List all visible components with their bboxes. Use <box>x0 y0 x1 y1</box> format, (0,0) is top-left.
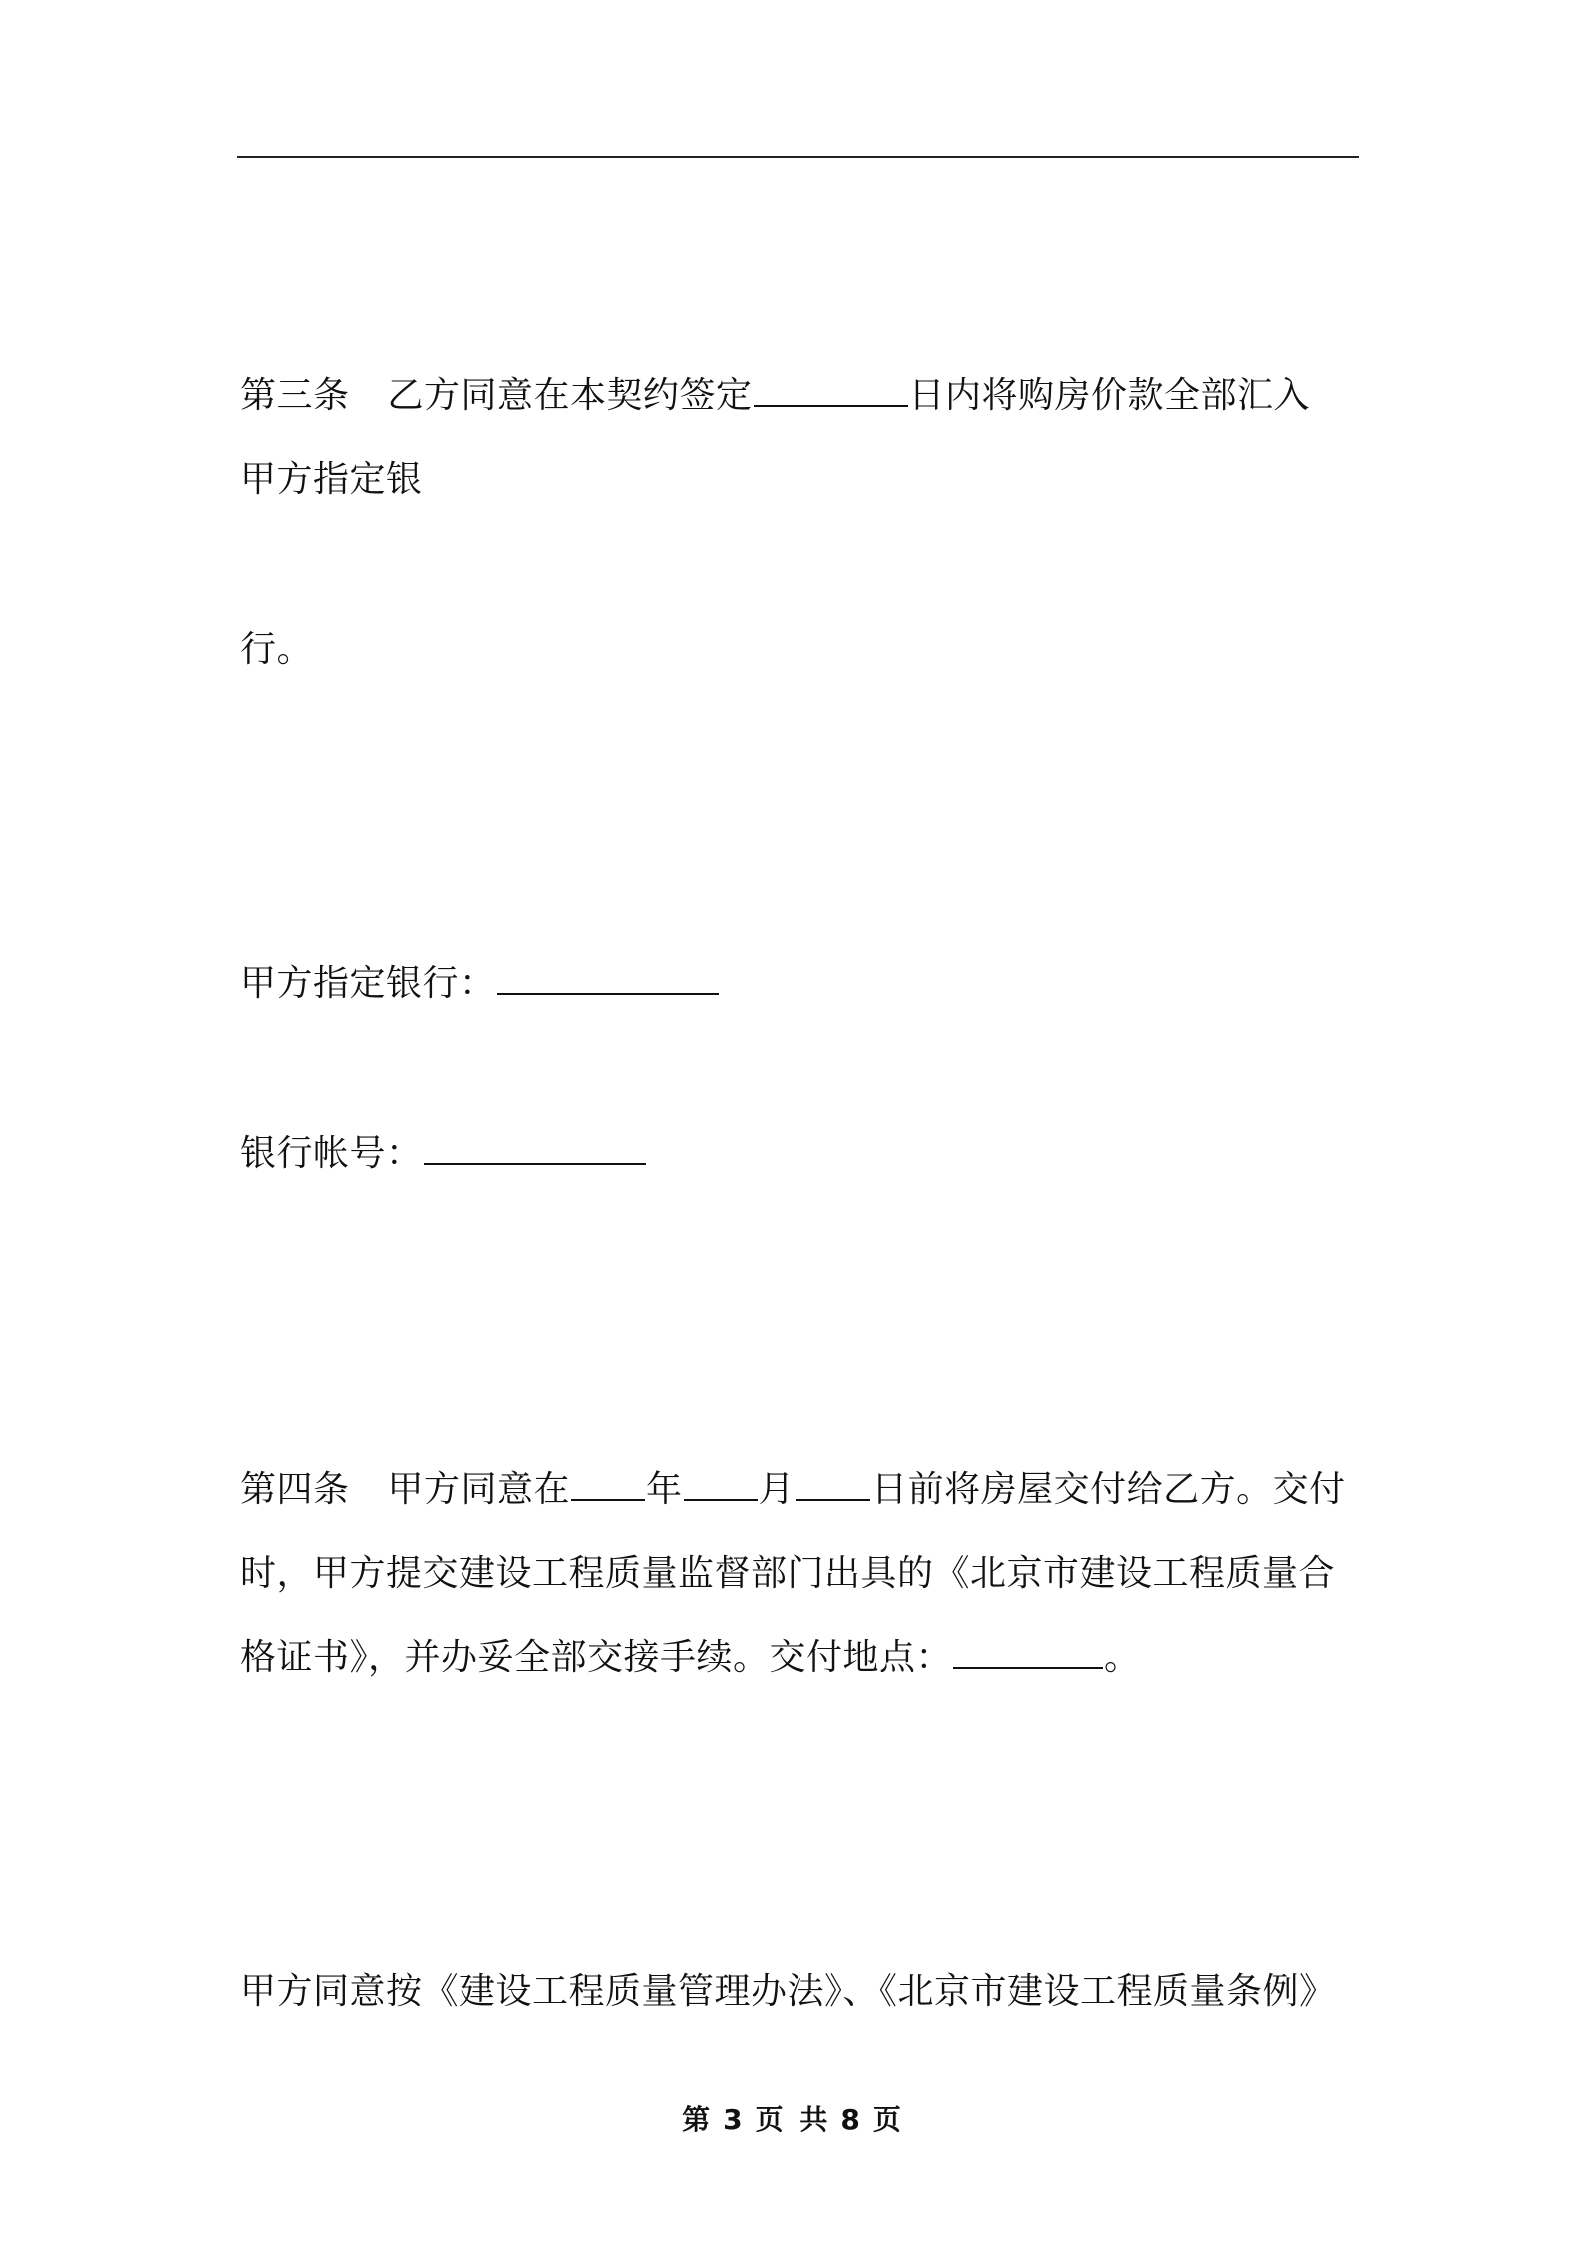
page-number <box>0 2098 1586 2138</box>
bank-name-blank[interactable] <box>497 965 719 995</box>
bank-account-line <box>240 1132 1360 1176</box>
article4-line2: 时，甲方提交建设工程质量监督部门出具的《北京市建设工程质量合 <box>240 1553 1336 1594</box>
page-mid: 页 共 <box>755 2103 831 2136</box>
article4-month-label: 月 <box>758 1469 796 1510</box>
article3-line2: 甲方指定银 <box>240 459 423 500</box>
bank-account-label: 银行帐号： <box>240 1133 423 1174</box>
article4-day-blank[interactable] <box>796 1471 870 1501</box>
header-rule <box>237 156 1359 158</box>
article4-month-blank[interactable] <box>684 1471 758 1501</box>
article3-days-blank[interactable] <box>754 377 908 407</box>
delivery-location-blank[interactable] <box>953 1639 1103 1669</box>
article4-line3-end: 。 <box>1104 1637 1141 1678</box>
bank-name-label: 甲方指定银行： <box>240 963 496 1004</box>
article3-line3: 行。 <box>240 629 314 670</box>
article3-label: 第三条 <box>240 375 350 416</box>
article3-line1 <box>240 374 1360 418</box>
article4-year-label: 年 <box>646 1469 683 1510</box>
bank-account-blank[interactable] <box>424 1135 646 1165</box>
page-total: 8 <box>840 2103 863 2136</box>
page-current: 3 <box>723 2103 746 2136</box>
article4-text1: 甲方同意在 <box>387 1469 571 1510</box>
article4-line3-text: 格证书》，并办妥全部交接手续。交付地点： <box>240 1637 953 1678</box>
article4-label: 第四条 <box>240 1469 350 1510</box>
article4-line3 <box>240 1636 1360 1680</box>
page-suffix: 页 <box>872 2103 904 2136</box>
article3-text-before: 乙方同意在本契约签定 <box>387 375 753 416</box>
bank-name-line <box>240 962 1360 1006</box>
next-paragraph-line1: 甲方同意按《建设工程质量管理办法》、《北京市建设工程质量条例》 <box>240 1971 1336 2012</box>
article4-year-blank[interactable] <box>571 1471 645 1501</box>
page-prefix: 第 <box>682 2103 714 2136</box>
article3-text-after: 日内将购房价款全部汇入 <box>908 375 1311 416</box>
article4-line1 <box>240 1468 1360 1512</box>
article4-text2: 日前将房屋交付给乙方。交付 <box>871 1469 1346 1510</box>
